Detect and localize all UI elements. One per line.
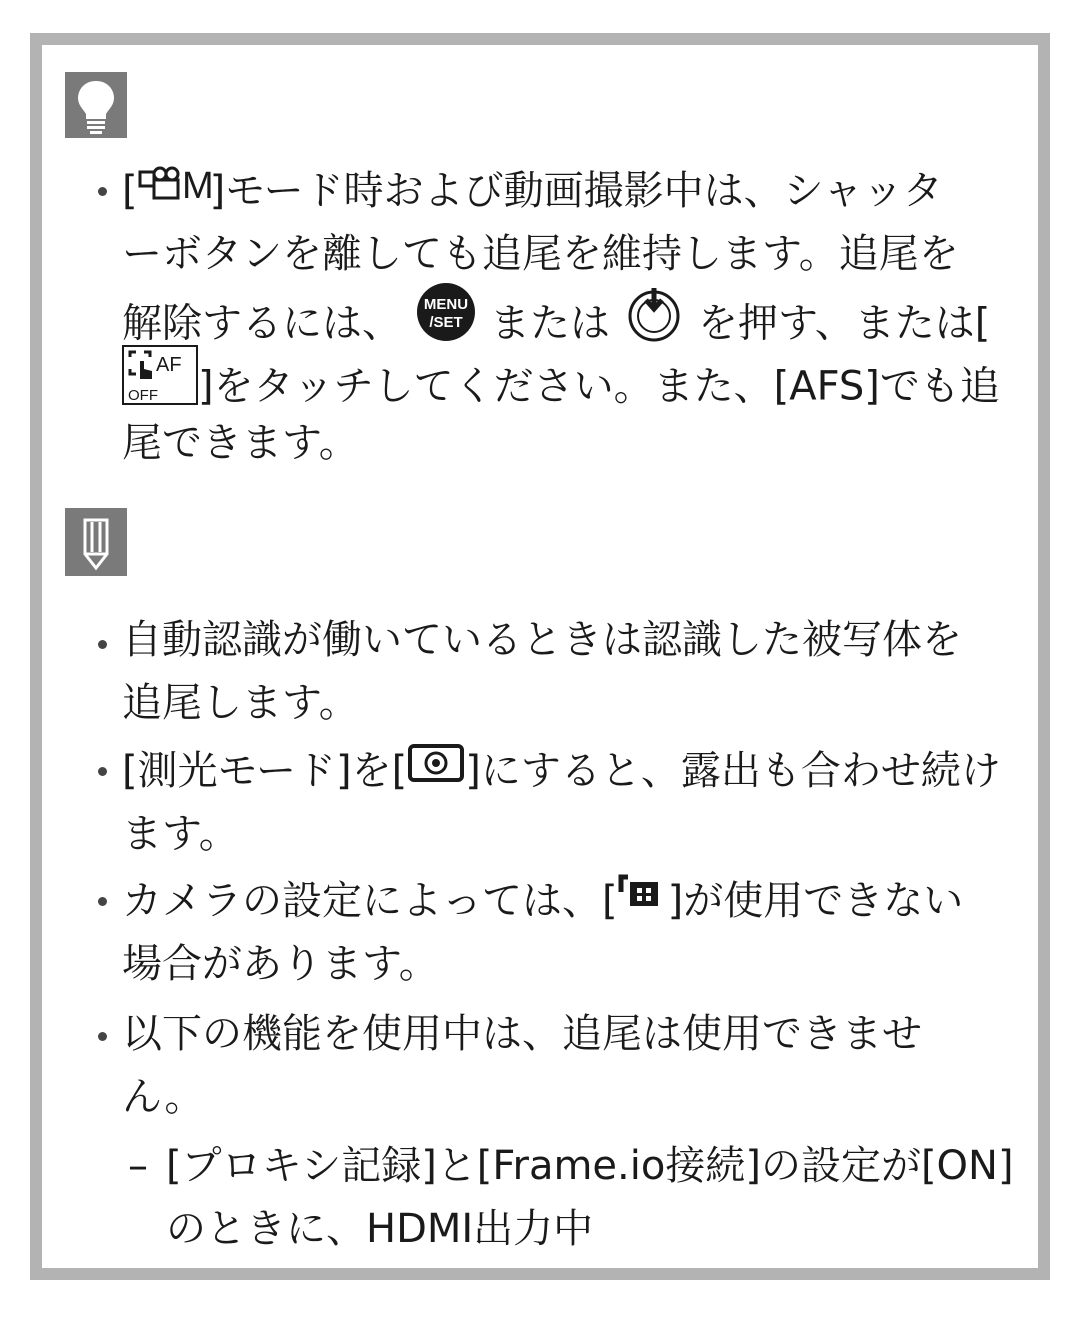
hint-line-1: [ M ]モード時および動画撮影中は、シャッタ [122,160,1000,223]
bullet [98,767,107,776]
info-frame [30,33,1050,1280]
pencil-note-icon [65,508,127,576]
bullet [98,1032,107,1041]
note-item-4 [122,1003,922,1129]
sub-item-line-2: のときに、HDMI出力中 [166,1206,594,1252]
note-4-line-2: ん。 [122,1074,205,1120]
hint-line-3: 解除するには、 MENU /SET または を押す、または[ [122,286,1000,349]
joystick-press-icon [624,282,684,361]
note-3-line-1: カメラの設定によっては、[ ]が使用できない [122,870,963,933]
hint-paragraph [122,160,1000,475]
sub-item-line-1: [プロキシ記録]と[Frame.io接続]の設定が[ON] [166,1143,1014,1189]
note-item-3 [122,870,963,996]
hint-line-5: 尾できます。 [122,420,359,466]
note-2-line-1: [測光モード]を[ ]にすると、露出も合わせ続け [122,740,1001,803]
note-sub-item [166,1135,1014,1261]
touch-af-off-icon [122,345,198,424]
svg-text:M: M [181,164,214,207]
note-4-line-1: 以下の機能を使用中は、追尾は使用できませ [122,1011,922,1057]
note-1-line-1: 自動認識が働いているときは認識した被写体を [122,617,962,663]
tracking-af-icon [618,868,668,931]
svg-text:OFF: OFF [128,387,158,404]
svg-text:AF: AF [156,354,182,376]
svg-text:MENU: MENU [423,296,469,313]
bullet [98,187,107,196]
lightbulb-icon [65,72,127,138]
hint-line-2: ーボタンを離しても追尾を維持します。追尾を [122,231,959,277]
note-3-line-2: 場合があります。 [122,941,439,987]
bullet [98,897,107,906]
svg-text:/SET: /SET [429,314,463,331]
note-item-1 [122,609,962,735]
menu-set-button-icon [416,282,476,361]
note-item-2 [122,740,1001,866]
creative-video-mode-icon [138,158,214,221]
multi-metering-icon [407,738,465,801]
note-2-line-2: ます。 [122,811,239,857]
bullet [98,640,107,649]
hint-line-4: AF OFF ]をタッチしてください。また、[AFS]でも追 [122,349,1000,412]
note-1-line-2: 追尾します。 [122,680,359,726]
sub-item-dash: – [128,1143,148,1189]
